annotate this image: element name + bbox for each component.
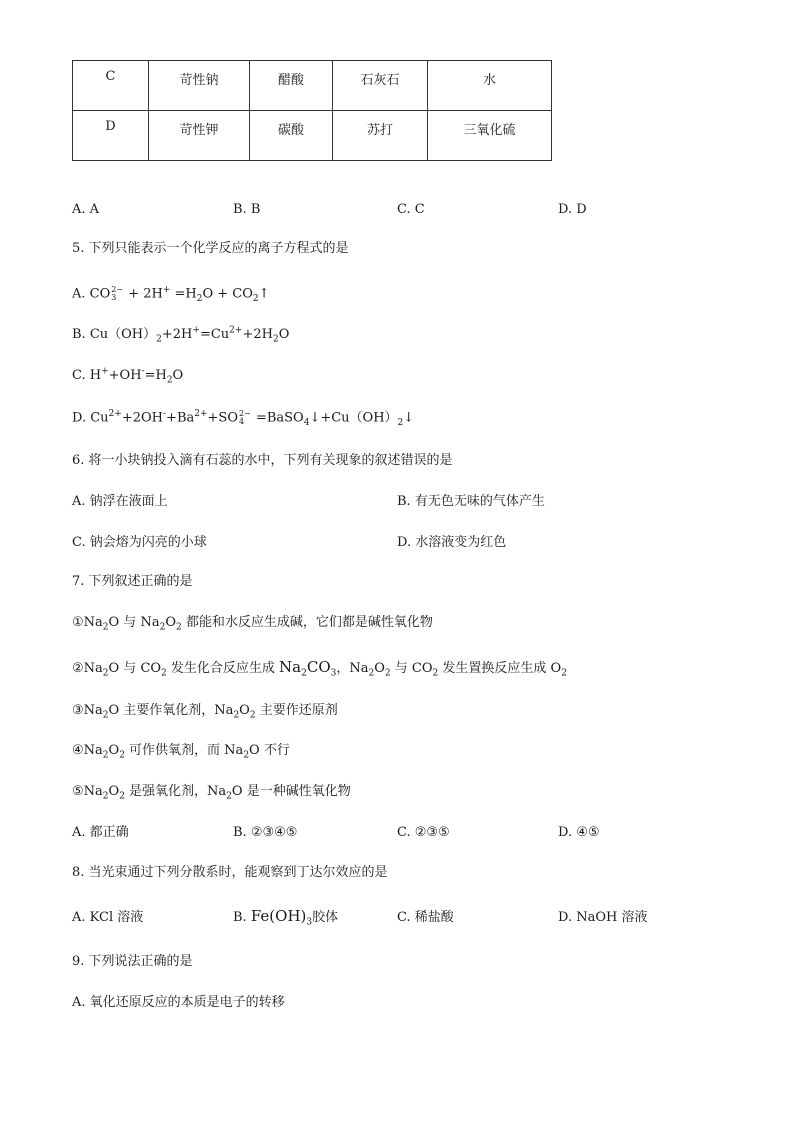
- subscript: 2: [384, 668, 391, 679]
- text: O 是一种碱性氧化物: [231, 784, 351, 799]
- superscript: +: [162, 285, 171, 296]
- superscript: -: [163, 409, 167, 420]
- table-cell: 苛性钾: [149, 111, 250, 161]
- superscript: +: [101, 366, 109, 377]
- subscript: 2: [272, 334, 279, 345]
- q7-stem: 7. 下列叙述正确的是: [72, 574, 193, 589]
- q8-option-a: A. KCl 溶液: [72, 910, 144, 925]
- text: D. Cu: [72, 410, 109, 426]
- text: + 2H: [124, 286, 163, 302]
- subscript: 2: [102, 791, 109, 802]
- q6-option-b: B. 有无色无味的气体产生: [397, 494, 545, 509]
- q9-stem: 9. 下列说法正确的是: [72, 954, 193, 969]
- text: ⑤Na: [72, 784, 103, 799]
- text: B. Cu（OH）: [72, 327, 157, 342]
- text: C. H: [72, 368, 102, 383]
- subscript: 2: [119, 791, 125, 802]
- q4-option-d: D. D: [558, 202, 587, 217]
- text: ④Na: [72, 743, 103, 758]
- text: O 不行: [249, 743, 290, 758]
- table-cell: 水: [428, 61, 552, 111]
- subscript: 4: [239, 417, 245, 426]
- subscript: 2: [252, 294, 259, 305]
- subscript: 2: [102, 750, 109, 761]
- q6-option-a: A. 钠浮在液面上: [72, 494, 168, 509]
- text: =H: [170, 286, 197, 302]
- subscript: 2: [156, 334, 162, 345]
- text: ，Na: [336, 661, 369, 676]
- text: 主要作还原剂: [255, 703, 338, 718]
- subscript: 3: [111, 293, 117, 302]
- subscript: 2: [166, 375, 173, 386]
- text: B.: [233, 910, 251, 925]
- text: 是强氧化剂，Na: [124, 784, 227, 799]
- subscript: 4: [303, 418, 310, 429]
- text: +2OH: [121, 410, 163, 426]
- subscript: 2: [196, 294, 203, 305]
- formula-text: CO: [306, 658, 331, 676]
- text: =BaSO: [251, 410, 304, 426]
- text: ②Na: [72, 661, 103, 676]
- q7-statement-2: [72, 659, 567, 677]
- formula-text: Na: [279, 658, 302, 676]
- text: +2H: [161, 327, 193, 342]
- subscript: 2: [102, 710, 109, 721]
- q7-statement-3: [72, 703, 338, 719]
- table-cell: 醋酸: [250, 61, 333, 111]
- q5-option-d: [72, 410, 414, 427]
- text: ↑: [258, 286, 270, 302]
- text: +SO: [207, 410, 238, 426]
- text: O: [278, 327, 290, 342]
- subscript: 2: [368, 668, 375, 679]
- text: 发生置换反应生成 O: [438, 661, 562, 676]
- subscript: 2: [397, 418, 404, 429]
- q9-option-a: A. 氧化还原反应的本质是电子的转移: [72, 995, 285, 1010]
- text: A. CO: [72, 286, 111, 302]
- q8-option-c: C. 稀盐酸: [397, 910, 454, 925]
- table-row: [73, 111, 552, 161]
- subscript: 2: [102, 668, 109, 679]
- subscript: 2: [561, 668, 567, 679]
- table-cell: 碳酸: [250, 111, 333, 161]
- q7-option-d: D. ④⑤: [558, 825, 600, 840]
- q5-stem: 5. 下列只能表示一个化学反应的离子方程式的是: [72, 241, 349, 256]
- superscript: -: [141, 366, 145, 377]
- q5-option-a: [72, 286, 270, 303]
- subscript: 2: [226, 791, 232, 802]
- text: ↓+Cu（OH）: [309, 410, 398, 426]
- text: O 主要作氧化剂，Na: [108, 703, 234, 718]
- table-cell: 苛性钠: [149, 61, 250, 111]
- q8-option-b: [233, 908, 338, 926]
- text: +Ba: [166, 410, 195, 426]
- q4-option-c: C. C: [397, 202, 425, 217]
- text: 都能和水反应生成碱，它们都是碱性氧化物: [181, 615, 433, 630]
- text: =Cu: [199, 327, 230, 342]
- subscript: 2: [161, 668, 167, 679]
- subscript: 3: [330, 668, 337, 679]
- subscript: 2: [432, 668, 439, 679]
- subscript: 2: [102, 622, 109, 633]
- superscript: +: [192, 325, 200, 336]
- text: 发生化合反应生成: [166, 661, 280, 676]
- text: ↓: [403, 410, 415, 426]
- text: 胶体: [312, 910, 339, 925]
- superscript: 2−: [111, 285, 124, 294]
- superscript: 2+: [229, 325, 243, 336]
- text: O + CO: [202, 286, 253, 302]
- subscript: 2: [233, 710, 240, 721]
- superscript: 2−: [239, 409, 251, 418]
- text: O 与 Na: [108, 615, 160, 630]
- text: +2H: [242, 327, 273, 342]
- table-cell: C: [73, 61, 149, 111]
- options-table: [72, 60, 552, 161]
- text: 可作供氧剂，而 Na: [124, 743, 244, 758]
- subscript: 2: [249, 710, 256, 721]
- q7-option-b: B. ②③④⑤: [233, 825, 298, 840]
- q6-option-c: C. 钠会熔为闪亮的小球: [72, 535, 207, 550]
- superscript: 2+: [108, 409, 122, 420]
- subscript: 2: [159, 622, 166, 633]
- q4-option-b: B. B: [233, 202, 261, 217]
- text: O: [374, 661, 385, 676]
- table-row: [73, 61, 552, 111]
- table-cell: D: [73, 111, 149, 161]
- q4-option-a: A. A: [72, 202, 100, 217]
- superscript: 2+: [194, 409, 208, 420]
- q7-statement-1: [72, 615, 433, 631]
- q6-option-d: D. 水溶液变为红色: [397, 535, 507, 550]
- text: O: [108, 743, 120, 758]
- ion-charge-stack: [239, 410, 251, 426]
- text: O: [108, 784, 120, 799]
- q7-option-a: A. 都正确: [72, 825, 129, 840]
- text: O: [239, 703, 250, 718]
- text: =H: [144, 368, 167, 383]
- text: +OH: [108, 368, 142, 383]
- table-cell: 石灰石: [333, 61, 428, 111]
- text: O 与 CO: [108, 661, 162, 676]
- text: 与 CO: [390, 661, 433, 676]
- ion-charge-stack: [111, 286, 123, 302]
- q8-stem: 8. 当光束通过下列分散系时，能观察到丁达尔效应的是: [72, 865, 388, 880]
- q8-option-d: D. NaOH 溶液: [558, 910, 648, 925]
- text: O: [172, 368, 184, 383]
- q6-stem: 6. 将一小块钠投入滴有石蕊的水中，下列有关现象的叙述错误的是: [72, 453, 453, 468]
- q7-option-c: C. ②③⑤: [397, 825, 450, 840]
- q7-statement-4: [72, 743, 290, 759]
- text: ①Na: [72, 615, 103, 630]
- q7-statement-5: [72, 784, 351, 800]
- text: ③Na: [72, 703, 103, 718]
- table-cell: 三氧化硫: [428, 111, 552, 161]
- subscript: 2: [175, 622, 182, 633]
- subscript: 2: [243, 750, 250, 761]
- formula-text: Fe(OH): [250, 907, 307, 925]
- subscript: 3: [306, 917, 313, 928]
- q5-option-c: [72, 368, 183, 384]
- subscript: 2: [119, 750, 125, 761]
- subscript: 2: [301, 668, 307, 679]
- text: O: [165, 615, 176, 630]
- q5-option-b: [72, 327, 289, 343]
- table-cell: 苏打: [333, 111, 428, 161]
